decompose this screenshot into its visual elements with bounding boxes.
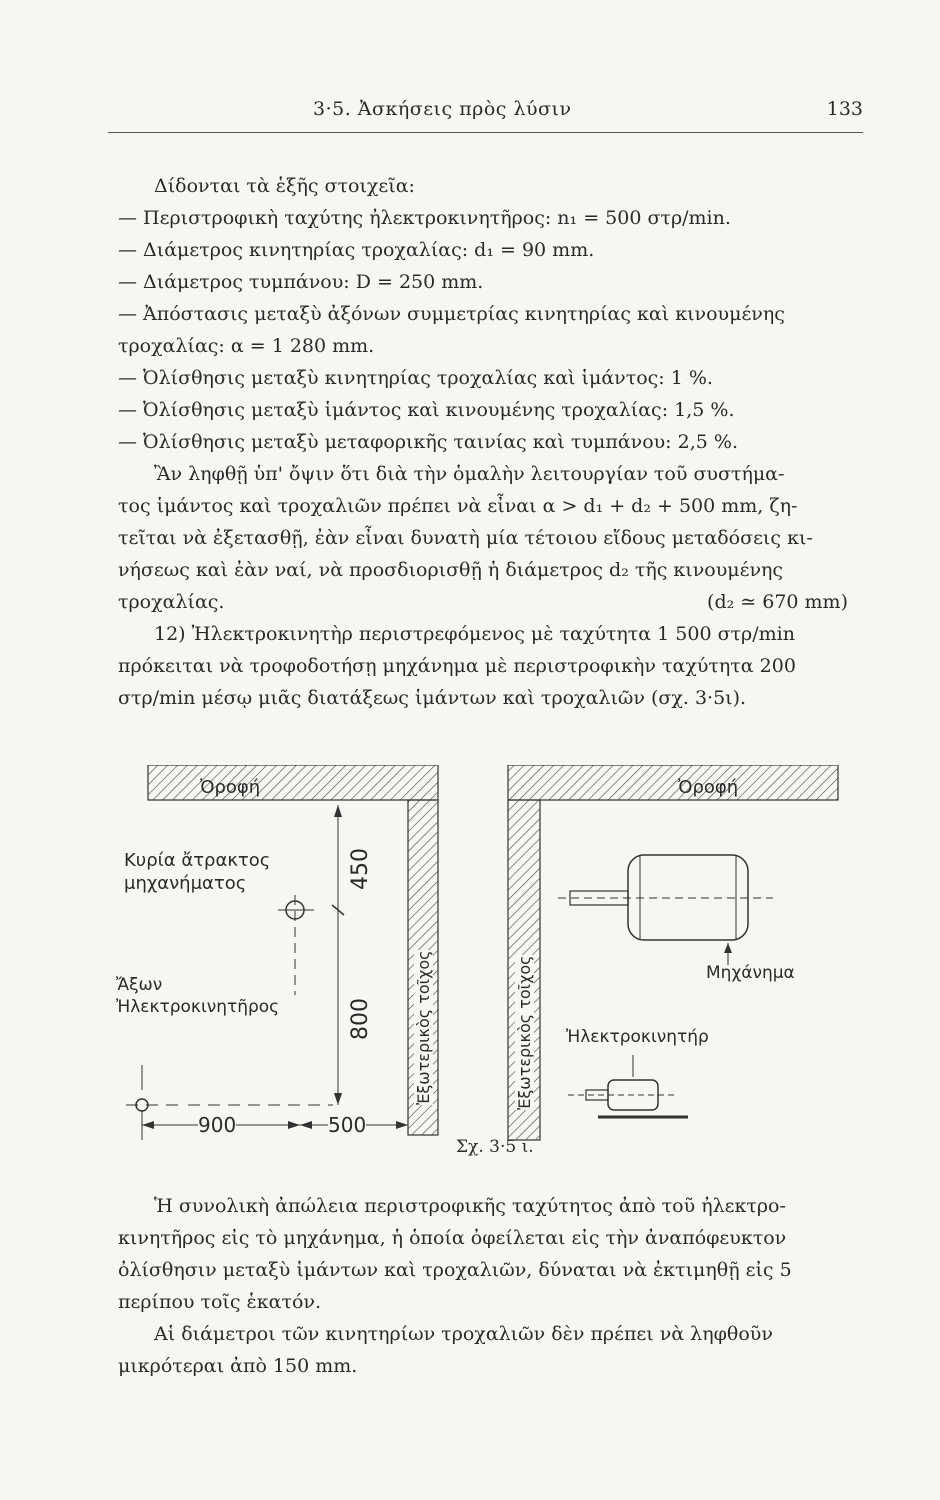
text-line: — Ὀλίσθησις μεταξὺ ἱμάντος καὶ κινουμένης τροχαλίας: 1,5 %. <box>118 399 735 421</box>
text-line: ὀλίσθησιν μεταξὺ ἱμάντων καὶ τροχαλιῶν, δύναται νὰ ἐκτιμηθῇ εἰς 5 <box>118 1259 792 1281</box>
text-line <box>118 586 858 618</box>
wall-right-label: Ἐξωτερικὸς τοῖχος <box>515 955 534 1110</box>
text-line: — Διάμετρος τυμπάνου: D = 250 mm. <box>118 271 484 293</box>
exercise-text <box>118 170 858 714</box>
text-line: 12) Ἠλεκτροκινητὴρ περιστρεφόμενος μὲ ταχύτητα 1 500 στρ/min <box>154 623 795 645</box>
continuation-text <box>118 1190 858 1382</box>
machine-label: Μηχάνημα <box>706 963 795 983</box>
dimension-500: 500 <box>328 1113 367 1137</box>
main-shaft-label: Κυρία ἄτρακτος <box>124 850 271 871</box>
header-rule <box>108 132 863 133</box>
text-line: κινητῆρος εἰς τὸ μηχάνημα, ἡ ὁποία ὀφείλεται εἰς τὴν ἀναπόφευκτον <box>118 1227 787 1249</box>
wall-left-label: Ἐξωτερικὸς τοῖχος <box>414 950 433 1105</box>
right-ceiling <box>508 765 838 800</box>
text-line: περίπου τοῖς ἑκατόν. <box>118 1291 321 1313</box>
text-line: — Ὀλίσθησις μεταξὺ μεταφορικῆς ταινίας καὶ τυμπάνου: 2,5 %. <box>118 431 738 453</box>
ceiling-right-label: Ὀροφή <box>678 777 739 798</box>
text-line-start: τροχαλίας. <box>118 591 225 613</box>
text-line: Δίδονται τὰ ἑξῆς στοιχεῖα: <box>154 175 415 197</box>
text-line: Αἱ διάμετροι τῶν κινητηρίων τροχαλιῶν δὲν πρέπει νὰ ληφθοῦν <box>154 1323 773 1345</box>
main-shaft-label-2: μηχανήματος <box>124 873 247 894</box>
left-ceiling <box>148 765 438 800</box>
text-line: Ἡ συνολικὴ ἀπώλεια περιστροφικῆς ταχύτητος ἀπὸ τοῦ ἠλεκτρο- <box>154 1195 786 1217</box>
section-title: 3·5. Ἀσκήσεις πρὸς λύσιν <box>313 98 572 120</box>
text-line: τος ἱμάντος καὶ τροχαλιῶν πρέπει νὰ εἶναι α > d₁ + d₂ + 500 mm, ζη- <box>118 495 798 517</box>
text-line: μικρότεραι ἀπὸ 150 mm. <box>118 1355 358 1377</box>
motor-label: Ἠλεκτροκινητήρ <box>566 1027 709 1047</box>
motor-axis-label: Ἄξων <box>116 975 163 995</box>
dimension-450: 450 <box>348 848 373 890</box>
motor-axis-label-2: Ἠλεκτροκινητῆρος <box>116 997 280 1017</box>
dimension-900: 900 <box>198 1113 237 1137</box>
text-line: στρ/min μέσῳ μιᾶς διατάξεως ἱμάντων καὶ τροχαλιῶν (σχ. 3·5ι). <box>118 687 747 709</box>
ceiling-left-label: Ὀροφή <box>200 777 261 798</box>
page-number: 133 <box>826 98 863 120</box>
text-line: — Διάμετρος κινητηρίας τροχαλίας: d₁ = 90 mm. <box>118 239 595 261</box>
text-line: νήσεως καὶ ἐὰν ναί, νὰ προσδιορισθῇ ἡ διάμετρος d₂ τῆς κινουμένης <box>118 559 784 581</box>
text-line: πρόκειται νὰ τροφοδοτήσῃ μηχάνημα μὲ περιστροφικὴν ταχύτητα 200 <box>118 655 796 677</box>
figure-3-5i <box>118 765 853 1160</box>
text-line: τεῖται νὰ ἐξετασθῇ, ἐὰν εἶναι δυνατὴ μία τέτοιου εἴδους μεταδόσεις κι- <box>118 527 813 549</box>
dimension-800: 800 <box>348 998 373 1040</box>
answer: (d₂ ≃ 670 mm) <box>707 591 848 613</box>
figure-caption: Σχ. 3·5 ι. <box>456 1137 534 1157</box>
text-line: Ἂν ληφθῇ ὑπ' ὄψιν ὅτι διὰ τὴν ὁμαλὴν λειτουργίαν τοῦ συστήμα- <box>154 463 785 485</box>
text-line: — Ὀλίσθησις μεταξὺ κινητηρίας τροχαλίας καὶ ἱμάντος: 1 %. <box>118 367 713 389</box>
text-line: τροχαλίας: α = 1 280 mm. <box>118 335 375 357</box>
page-header <box>108 98 863 128</box>
text-line: — Περιστροφικὴ ταχύτης ἠλεκτροκινητῆρος: n₁ = 500 στρ/min. <box>118 207 731 229</box>
text-line: — Ἀπόστασις μεταξὺ ἀξόνων συμμετρίας κινητηρίας καὶ κινουμένης <box>118 303 785 325</box>
